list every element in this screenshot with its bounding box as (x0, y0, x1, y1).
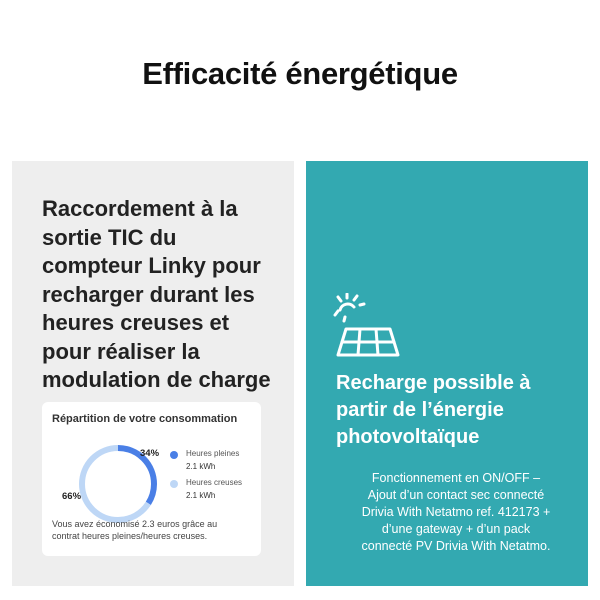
legend-label: Heures creuses (186, 478, 243, 487)
photovoltaic-panel (306, 161, 588, 586)
photovoltaic-description (336, 470, 576, 555)
heading-line: heures creuses et (42, 310, 230, 335)
card-title: Répartition de votre consommation (52, 413, 238, 425)
percent-off-label: 66% (62, 491, 82, 502)
linky-heading (42, 195, 287, 395)
legend-value: 2.1 kWh (186, 462, 216, 471)
heading-line: Recharge possible à (336, 372, 531, 394)
savings-line: contrat heures pleines/heures creuses. (52, 531, 208, 541)
legend-dot-full (170, 451, 178, 459)
description-line: connecté PV Drivia With Netatmo. (361, 539, 551, 553)
heading-line: sortie TIC du (42, 224, 177, 250)
description-line: d’une gateway + d’un pack (381, 522, 531, 536)
description-line: Drivia With Netatmo ref. 412173 + (361, 505, 551, 519)
savings-text (52, 518, 257, 542)
heading-line: photovoltaïque (336, 426, 480, 448)
photovoltaic-heading (336, 370, 576, 451)
page-title: Efficacité énergétique (142, 56, 458, 91)
description-line: Fonctionnement en ON/OFF – (371, 471, 541, 485)
heading-line: pour réaliser la (42, 338, 200, 364)
description-line: Ajout d’un contact sec connecté (367, 488, 545, 502)
percent-full-label: 34% (140, 448, 160, 459)
consumption-card (42, 402, 261, 556)
heading-line: partir de l’énergie (336, 399, 504, 421)
legend-value: 2.1 kWh (186, 491, 216, 500)
heading-line: modulation de charge (42, 367, 271, 392)
heading-line: Raccordement à la (42, 196, 238, 221)
legend-dot-off (170, 480, 178, 488)
linky-panel (12, 161, 294, 586)
legend-label: Heures pleines (186, 449, 240, 458)
heading-line: compteur Linky pour (42, 253, 261, 278)
savings-line: Vous avez économisé 2.3 euros grâce au (52, 519, 218, 529)
solar-panel-sun-icon (332, 293, 402, 361)
heading-line: recharger durant les (42, 281, 255, 307)
